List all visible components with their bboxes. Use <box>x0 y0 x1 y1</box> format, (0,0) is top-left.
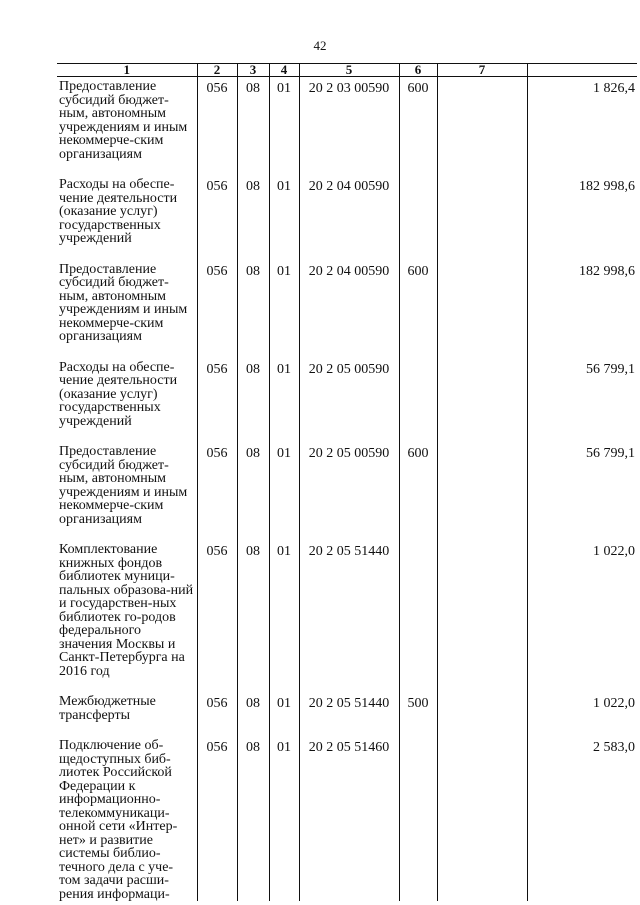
table-row <box>57 260 637 358</box>
expense-type-cell <box>399 175 437 260</box>
row-name-cell: Расходы на обеспе-чение деятельности (оказание услуг) государственных учреждений <box>59 177 178 246</box>
column-header-3: 3 <box>237 64 269 77</box>
row-name-cell: Межбюджетные трансферты <box>59 694 156 723</box>
section-code-cell: 08 <box>237 736 269 901</box>
ministry-code-cell: 056 <box>197 692 237 736</box>
table-row <box>57 358 637 443</box>
table-row <box>57 540 637 692</box>
ministry-code-cell: 056 <box>197 175 237 260</box>
target-article-cell: 20 2 05 51440 <box>299 540 399 692</box>
column-header-1: 1 <box>57 64 197 77</box>
column-7-cell <box>437 692 527 736</box>
row-name-cell: Предоставление субсидий бюджет-ным, автономным учреждениям и иным некоммерче-ским организациям <box>59 261 188 344</box>
target-article-cell: 20 2 04 00590 <box>299 260 399 358</box>
column-header-8 <box>527 64 637 77</box>
row-name-cell: Подключение об-щедоступных биб-лиотек Российской Федерации к информационно-телекоммуникаци-онной сети «Интер-нет» и развитие системы библио-течного дела с уче-том задачи расши-рения информаци- <box>59 738 178 902</box>
section-code-cell: 08 <box>237 77 269 176</box>
column-7-cell <box>437 77 527 176</box>
amount-cell: 1 826,4 <box>527 77 637 176</box>
amount-cell: 1 022,0 <box>527 540 637 692</box>
table-row <box>57 175 637 260</box>
table-row <box>57 442 637 540</box>
subsection-code-cell: 01 <box>269 442 299 540</box>
target-article-cell: 20 2 05 51460 <box>299 736 399 901</box>
section-code-cell: 08 <box>237 358 269 443</box>
section-code-cell: 08 <box>237 442 269 540</box>
table-row <box>57 736 637 901</box>
expense-type-cell <box>399 736 437 901</box>
expense-type-cell <box>399 540 437 692</box>
amount-cell: 182 998,6 <box>527 175 637 260</box>
budget-table-container <box>57 63 637 901</box>
column-header-7: 7 <box>437 64 527 77</box>
amount-cell: 56 799,1 <box>527 358 637 443</box>
budget-table <box>57 63 637 901</box>
expense-type-cell <box>399 358 437 443</box>
ministry-code-cell: 056 <box>197 736 237 901</box>
row-name-cell: Предоставление субсидий бюджет-ным, автономным учреждениям и иным некоммерче-ским организациям <box>59 79 188 162</box>
column-header-6: 6 <box>399 64 437 77</box>
column-header-2: 2 <box>197 64 237 77</box>
expense-type-cell: 600 <box>399 77 437 176</box>
subsection-code-cell: 01 <box>269 358 299 443</box>
column-7-cell <box>437 442 527 540</box>
table-row <box>57 692 637 736</box>
target-article-cell: 20 2 05 00590 <box>299 442 399 540</box>
target-article-cell: 20 2 04 00590 <box>299 175 399 260</box>
subsection-code-cell: 01 <box>269 175 299 260</box>
section-code-cell: 08 <box>237 692 269 736</box>
section-code-cell: 08 <box>237 540 269 692</box>
row-name-cell: Комплектование книжных фондов библиотек муници-пальных образова-ний и государствен-ных библиотек го-родов федерального значения Москвы и Санкт-Петербурга на 2016 год <box>59 542 194 679</box>
ministry-code-cell: 056 <box>197 260 237 358</box>
column-header-5: 5 <box>299 64 399 77</box>
column-7-cell <box>437 358 527 443</box>
subsection-code-cell: 01 <box>269 77 299 176</box>
amount-cell: 182 998,6 <box>527 260 637 358</box>
column-7-cell <box>437 260 527 358</box>
row-name-cell: Предоставление субсидий бюджет-ным, автономным учреждениям и иным некоммерче-ским организациям <box>59 444 188 527</box>
target-article-cell: 20 2 03 00590 <box>299 77 399 176</box>
subsection-code-cell: 01 <box>269 736 299 901</box>
target-article-cell: 20 2 05 51440 <box>299 692 399 736</box>
column-7-cell <box>437 736 527 901</box>
column-header-4: 4 <box>269 64 299 77</box>
section-code-cell: 08 <box>237 175 269 260</box>
amount-cell: 2 583,0 <box>527 736 637 901</box>
section-code-cell: 08 <box>237 260 269 358</box>
subsection-code-cell: 01 <box>269 260 299 358</box>
ministry-code-cell: 056 <box>197 77 237 176</box>
subsection-code-cell: 01 <box>269 540 299 692</box>
ministry-code-cell: 056 <box>197 358 237 443</box>
expense-type-cell: 500 <box>399 692 437 736</box>
column-7-cell <box>437 540 527 692</box>
table-row <box>57 77 637 176</box>
ministry-code-cell: 056 <box>197 442 237 540</box>
page-number: 42 <box>313 38 327 53</box>
row-name-cell: Расходы на обеспе-чение деятельности (оказание услуг) государственных учреждений <box>59 359 178 429</box>
subsection-code-cell: 01 <box>269 692 299 736</box>
table-body <box>57 77 637 902</box>
header-row <box>57 64 637 77</box>
expense-type-cell: 600 <box>399 260 437 358</box>
expense-type-cell: 600 <box>399 442 437 540</box>
target-article-cell: 20 2 05 00590 <box>299 358 399 443</box>
amount-cell: 56 799,1 <box>527 442 637 540</box>
amount-cell: 1 022,0 <box>527 692 637 736</box>
ministry-code-cell: 056 <box>197 540 237 692</box>
column-7-cell <box>437 175 527 260</box>
